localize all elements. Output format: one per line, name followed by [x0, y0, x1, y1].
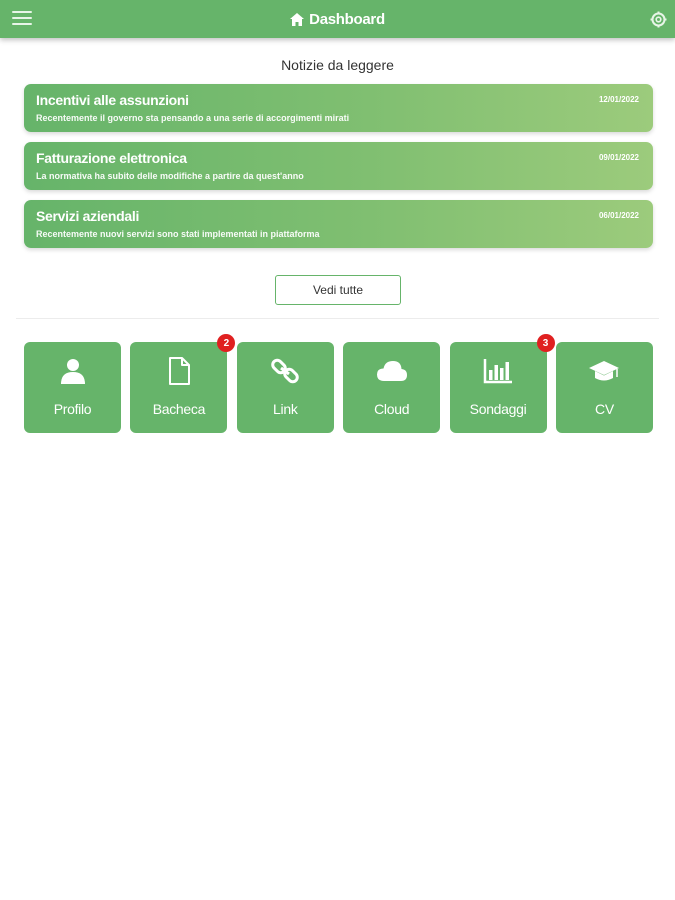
news-card[interactable]	[24, 84, 653, 132]
news-description: Recentemente il governo sta pensando a una serie di accorgimenti mirati	[36, 113, 350, 123]
graduation-cap-icon	[588, 360, 620, 382]
tile-label: Bacheca	[152, 401, 206, 417]
document-icon	[168, 357, 190, 385]
notification-badge: 2	[217, 334, 235, 352]
tile-cv[interactable]	[556, 342, 653, 433]
news-date: 09/01/2022	[598, 153, 639, 162]
news-title: Incentivi alle assunzioni	[36, 92, 189, 108]
tile-label: Cloud	[374, 401, 410, 417]
tile-cloud[interactable]	[343, 342, 440, 433]
tile-link[interactable]	[237, 342, 334, 433]
page-title-group	[290, 11, 385, 28]
news-card[interactable]	[24, 200, 653, 248]
user-icon	[60, 358, 86, 384]
hamburger-menu-icon[interactable]	[12, 11, 32, 27]
news-section-title: Notizie da leggere	[281, 57, 394, 73]
news-description: La normativa ha subito delle modifiche a partire da quest'anno	[36, 171, 304, 181]
news-list	[24, 84, 653, 258]
divider	[16, 318, 659, 319]
see-all-button[interactable]: Vedi tutte	[275, 275, 401, 305]
page-title: Dashboard	[309, 10, 385, 28]
bar-chart-icon	[483, 358, 513, 384]
notification-badge: 3	[537, 334, 555, 352]
cloud-icon	[376, 360, 408, 382]
tile-label: Sondaggi	[469, 401, 527, 417]
news-card[interactable]	[24, 142, 653, 190]
tile-surveys[interactable]	[450, 337, 549, 433]
news-date: 12/01/2022	[598, 95, 639, 104]
news-title: Servizi aziendali	[36, 208, 140, 224]
tile-profile[interactable]	[24, 342, 121, 433]
shortcut-tiles	[24, 337, 653, 433]
news-date: 06/01/2022	[598, 211, 639, 220]
gear-icon[interactable]	[650, 11, 667, 28]
top-app-bar	[0, 0, 675, 38]
tile-bulletin-board[interactable]	[130, 337, 230, 433]
news-title: Fatturazione elettronica	[36, 150, 187, 166]
news-description: Recentemente nuovi servizi sono stati implementati in piattaforma	[36, 229, 320, 239]
tile-label: CV	[595, 401, 614, 417]
tile-label: Profilo	[53, 401, 92, 417]
link-icon	[271, 357, 299, 385]
tile-label: Link	[273, 401, 298, 417]
home-icon	[290, 13, 304, 26]
